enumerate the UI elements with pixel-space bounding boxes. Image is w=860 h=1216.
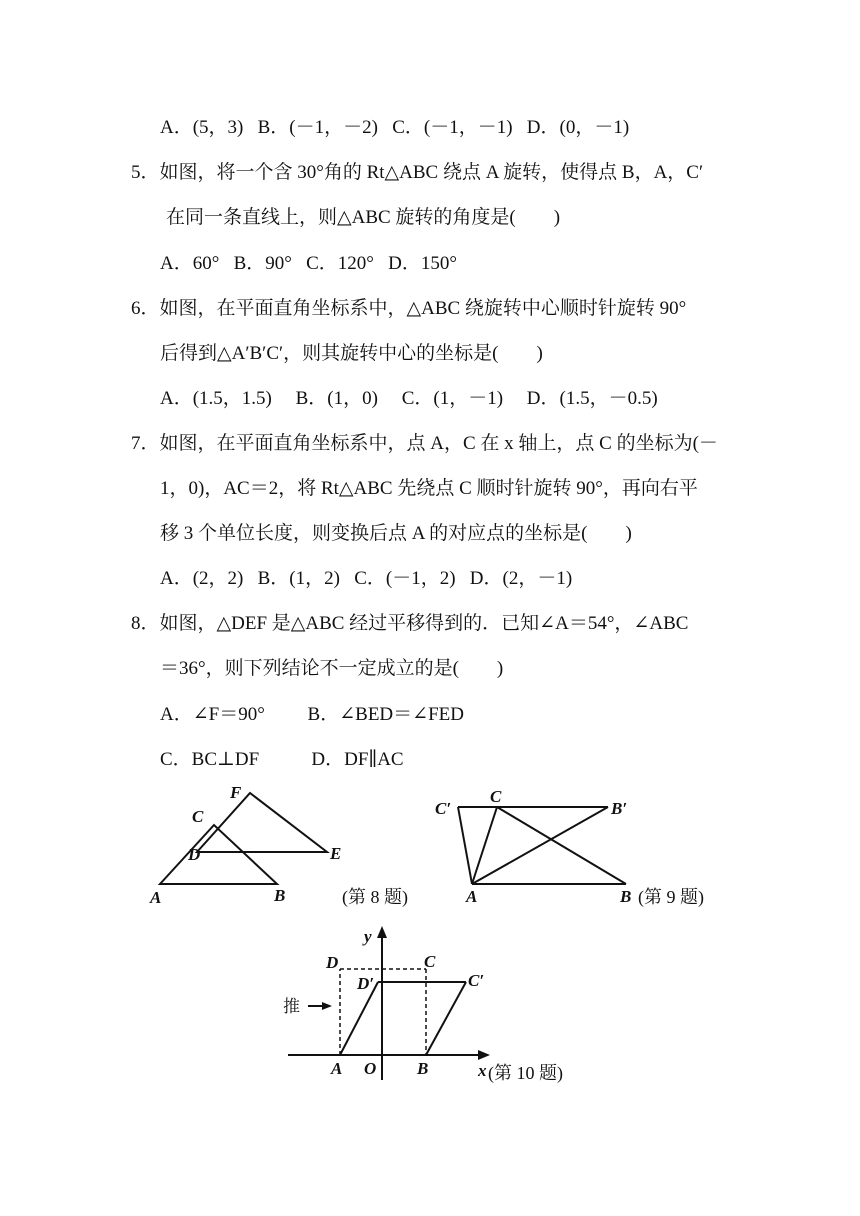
q8-options-ab: A．∠F＝90° B．∠BED＝∠FED [160,704,464,725]
label-F: F [230,783,242,802]
label-A: A [466,887,478,906]
label-Cp: C′ [468,971,485,990]
label-B: B [274,886,286,905]
segment-c-b [497,807,626,884]
q7-stem-line3: 移 3 个单位长度，则变换后点 A 的对应点的坐标是( ) [160,523,632,544]
label-Cp: C′ [435,799,452,818]
figure-9 [430,782,640,908]
label-A: A [150,888,162,907]
triangle-def [197,793,327,852]
triangle-abc [160,825,277,884]
label-B: B [417,1059,429,1078]
q5-stem-line2: 在同一条直线上，则△ABC 旋转的角度是( ) [166,207,561,228]
label-D: D [188,845,201,864]
label-D: D [326,953,339,972]
segment-cp-a [458,807,472,884]
q7-options: A．(2，2) B．(1，2) C．(－1，2) D．(2，－1) [160,568,573,589]
q6-stem-line2: 后得到△A′B′C′，则其旋转中心的坐标是( ) [160,343,543,364]
label-A: A [331,1059,343,1078]
q8-options-cd: C．BC⊥DF D．DF∥AC [160,749,404,770]
label-C: C [490,787,502,806]
figure-10 [278,922,498,1084]
figure-9-caption: (第 9 题) [638,887,704,907]
q8-stem-line2: ＝36°，则下列结论不一定成立的是( ) [160,658,504,679]
push-arrowhead [322,1002,332,1010]
label-C: C [424,952,436,971]
figure-10-caption: (第 10 题) [488,1063,563,1083]
figure-8-caption: (第 8 题) [342,887,408,907]
label-E: E [330,844,342,863]
label-O: O [364,1059,377,1078]
q7-stem-line1: 7．如图，在平面直角坐标系中，点 A，C 在 x 轴上，点 C 的坐标为(－ [131,433,718,454]
q5-options: A．60° B．90° C．120° D．150° [160,253,457,274]
label-x: x [478,1061,487,1080]
label-C: C [192,807,204,826]
y-axis-arrowhead [377,926,387,938]
q5-stem-line1: 5．如图，将一个含 30°角的 Rt△ABC 绕点 A 旋转，使得点 B，A，C′ [131,162,704,183]
label-B: B [620,887,632,906]
label-push: 推 [283,997,300,1017]
segment-cp-b [426,982,466,1055]
label-Bp: B′ [611,799,628,818]
x-axis-arrowhead [478,1050,490,1060]
q4-options: A．(5，3) B．(－1，－2) C．(－1，－1) D．(0，－1) [160,117,630,138]
q6-stem-line1: 6．如图，在平面直角坐标系中，△ABC 绕旋转中心顺时针旋转 90° [131,298,687,319]
label-Dp: D′ [357,974,375,993]
q6-options: A．(1.5，1.5) B．(1，0) C．(1，－1) D．(1.5，－0.5) [160,388,658,409]
label-y: y [364,927,372,946]
q8-stem-line1: 8．如图，△DEF 是△ABC 经过平移得到的．已知∠A＝54°，∠ABC [131,613,689,634]
q7-stem-line2: 1，0)，AC＝2，将 Rt△ABC 先绕点 C 顺时针旋转 90°，再向右平 [160,478,698,499]
